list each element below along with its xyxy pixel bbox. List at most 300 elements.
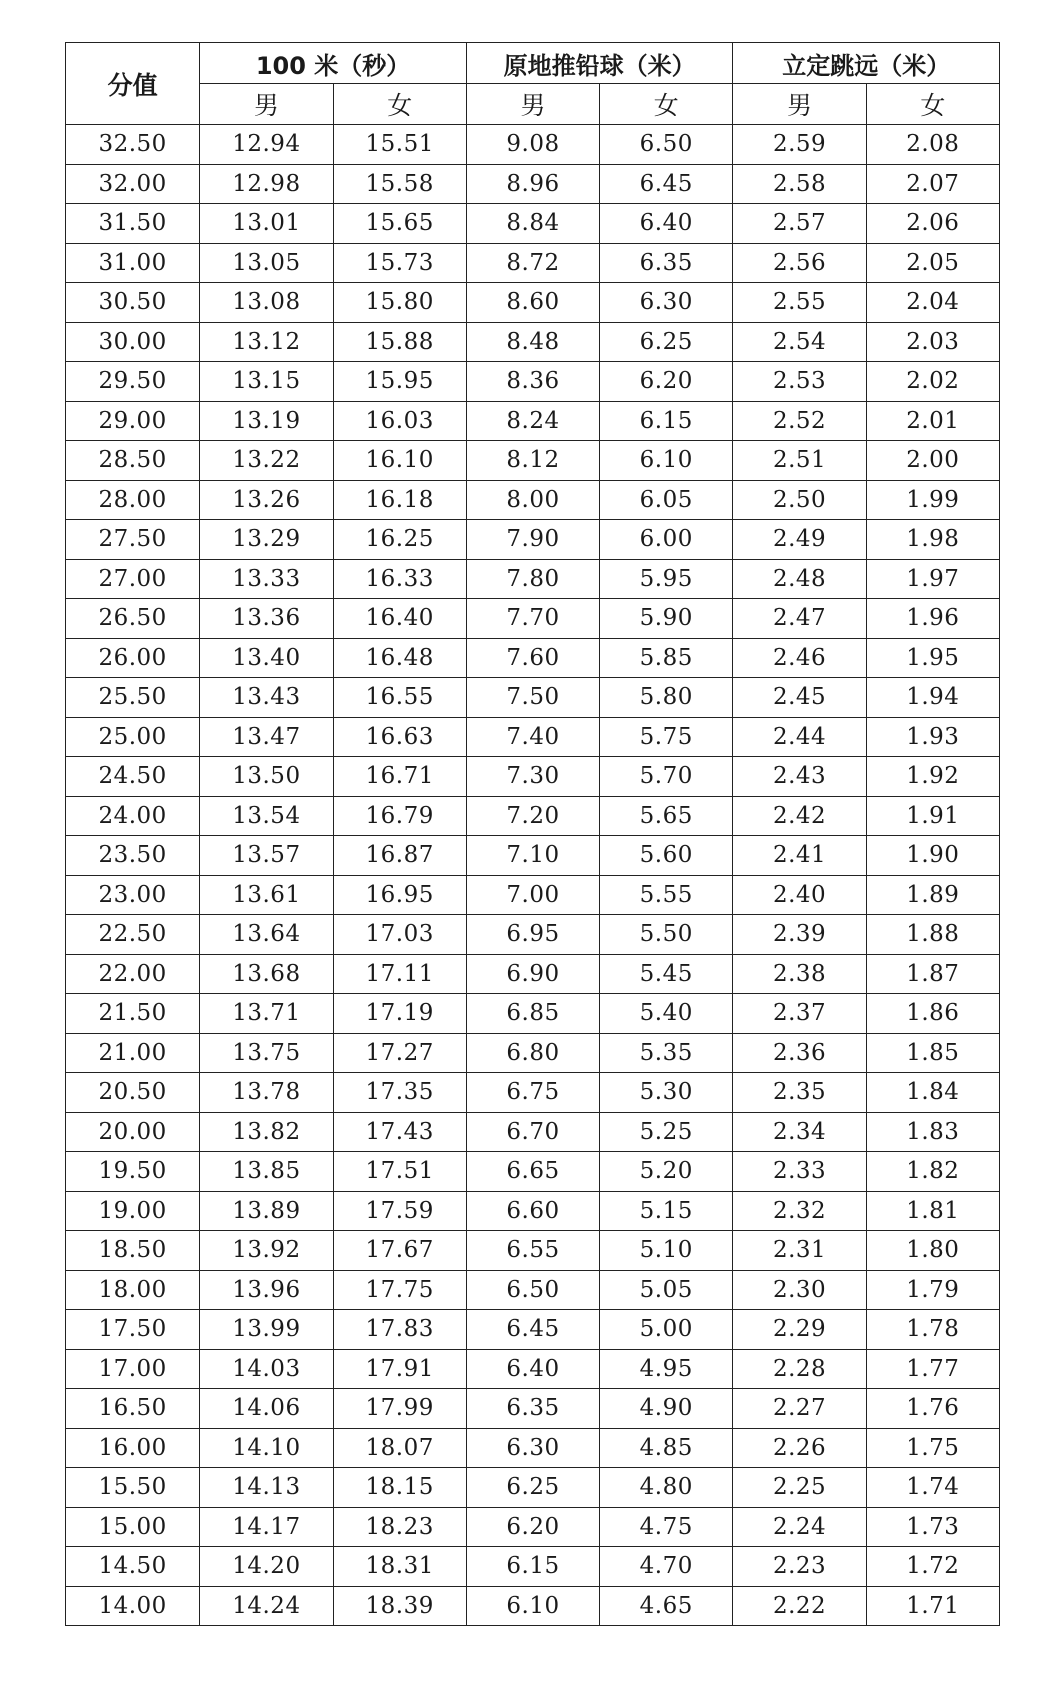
100m-male-cell: 13.57 <box>200 836 333 876</box>
long-jump-male-cell: 2.41 <box>733 836 866 876</box>
100m-male-cell: 13.96 <box>200 1270 333 1310</box>
long-jump-male-cell: 2.40 <box>733 875 866 915</box>
shot-put-female-header: 女 <box>600 84 733 125</box>
shot-put-male-cell: 7.40 <box>466 717 599 757</box>
long-jump-female-cell: 1.84 <box>866 1073 999 1113</box>
shot-put-female-cell: 4.70 <box>600 1547 733 1587</box>
shot-put-female-cell: 5.20 <box>600 1152 733 1192</box>
100m-male-cell: 13.61 <box>200 875 333 915</box>
100m-female-cell: 18.31 <box>333 1547 466 1587</box>
shot-put-female-cell: 6.05 <box>600 480 733 520</box>
100m-female-cell: 16.48 <box>333 638 466 678</box>
score-cell: 26.00 <box>66 638 200 678</box>
shot-put-female-cell: 4.80 <box>600 1468 733 1508</box>
100m-female-cell: 15.73 <box>333 243 466 283</box>
shot-put-male-cell: 7.60 <box>466 638 599 678</box>
long-jump-female-cell: 2.04 <box>866 283 999 323</box>
100m-female-cell: 17.19 <box>333 994 466 1034</box>
table-row <box>66 362 1000 402</box>
shot-put-male-cell: 8.36 <box>466 362 599 402</box>
table-row <box>66 875 1000 915</box>
long-jump-male-cell: 2.56 <box>733 243 866 283</box>
table-row <box>66 994 1000 1034</box>
shot-put-male-cell: 6.80 <box>466 1033 599 1073</box>
score-cell: 19.00 <box>66 1191 200 1231</box>
shot-put-female-cell: 5.35 <box>600 1033 733 1073</box>
100m-female-cell: 17.27 <box>333 1033 466 1073</box>
score-cell: 31.50 <box>66 204 200 244</box>
long-jump-male-cell: 2.32 <box>733 1191 866 1231</box>
long-jump-male-cell: 2.35 <box>733 1073 866 1113</box>
long-jump-male-cell: 2.55 <box>733 283 866 323</box>
shot-put-male-cell: 9.08 <box>466 125 599 165</box>
long-jump-male-cell: 2.23 <box>733 1547 866 1587</box>
100m-female-cell: 15.58 <box>333 164 466 204</box>
score-cell: 14.50 <box>66 1547 200 1587</box>
long-jump-male-cell: 2.39 <box>733 915 866 955</box>
shot-put-male-cell: 6.70 <box>466 1112 599 1152</box>
long-jump-female-cell: 1.99 <box>866 480 999 520</box>
shot-put-male-cell: 6.40 <box>466 1349 599 1389</box>
long-jump-male-cell: 2.34 <box>733 1112 866 1152</box>
table-row <box>66 1586 1000 1626</box>
shot-put-male-cell: 8.96 <box>466 164 599 204</box>
100m-male-cell: 13.33 <box>200 559 333 599</box>
long-jump-male-cell: 2.57 <box>733 204 866 244</box>
long-jump-male-cell: 2.30 <box>733 1270 866 1310</box>
100m-male-cell: 13.05 <box>200 243 333 283</box>
100m-male-cell: 13.43 <box>200 678 333 718</box>
100m-male-cell: 13.82 <box>200 1112 333 1152</box>
shot-put-female-cell: 5.10 <box>600 1231 733 1271</box>
shot-put-male-cell: 6.75 <box>466 1073 599 1113</box>
score-cell: 29.00 <box>66 401 200 441</box>
long-jump-female-cell: 1.79 <box>866 1270 999 1310</box>
long-jump-male-cell: 2.43 <box>733 757 866 797</box>
100m-male-cell: 13.40 <box>200 638 333 678</box>
score-cell: 16.00 <box>66 1428 200 1468</box>
shot-put-male-cell: 7.30 <box>466 757 599 797</box>
score-cell: 20.50 <box>66 1073 200 1113</box>
score-cell: 25.00 <box>66 717 200 757</box>
100m-male-cell: 13.54 <box>200 796 333 836</box>
table-row <box>66 678 1000 718</box>
100m-male-cell: 13.15 <box>200 362 333 402</box>
long-jump-female-header: 女 <box>866 84 999 125</box>
100m-female-cell: 15.88 <box>333 322 466 362</box>
long-jump-female-cell: 2.06 <box>866 204 999 244</box>
100m-male-cell: 13.89 <box>200 1191 333 1231</box>
table-row <box>66 599 1000 639</box>
table-row <box>66 283 1000 323</box>
shot-put-female-cell: 5.95 <box>600 559 733 599</box>
shot-put-female-cell: 5.75 <box>600 717 733 757</box>
long-jump-male-cell: 2.24 <box>733 1507 866 1547</box>
shot-put-male-cell: 7.70 <box>466 599 599 639</box>
score-cell: 22.00 <box>66 954 200 994</box>
long-jump-female-cell: 1.88 <box>866 915 999 955</box>
table-row <box>66 796 1000 836</box>
long-jump-male-cell: 2.59 <box>733 125 866 165</box>
100m-female-cell: 16.03 <box>333 401 466 441</box>
long-jump-male-cell: 2.48 <box>733 559 866 599</box>
score-cell: 14.00 <box>66 1586 200 1626</box>
long-jump-female-cell: 1.90 <box>866 836 999 876</box>
table-row <box>66 1507 1000 1547</box>
100m-male-cell: 13.47 <box>200 717 333 757</box>
long-jump-female-cell: 2.01 <box>866 401 999 441</box>
table-header <box>66 43 1000 125</box>
long-jump-female-cell: 2.03 <box>866 322 999 362</box>
100m-male-cell: 13.22 <box>200 441 333 481</box>
score-cell: 26.50 <box>66 599 200 639</box>
long-jump-female-cell: 1.98 <box>866 520 999 560</box>
long-jump-female-cell: 2.00 <box>866 441 999 481</box>
100m-female-cell: 16.18 <box>333 480 466 520</box>
long-jump-male-cell: 2.27 <box>733 1389 866 1429</box>
score-cell: 28.50 <box>66 441 200 481</box>
shot-put-male-cell: 6.55 <box>466 1231 599 1271</box>
long-jump-female-cell: 1.87 <box>866 954 999 994</box>
100m-male-cell: 14.10 <box>200 1428 333 1468</box>
long-jump-male-cell: 2.28 <box>733 1349 866 1389</box>
score-cell: 17.50 <box>66 1310 200 1350</box>
100m-male-cell: 14.17 <box>200 1507 333 1547</box>
100m-male-cell: 13.75 <box>200 1033 333 1073</box>
100m-female-cell: 16.25 <box>333 520 466 560</box>
table-row <box>66 757 1000 797</box>
100m-female-cell: 17.59 <box>333 1191 466 1231</box>
shot-put-male-cell: 6.20 <box>466 1507 599 1547</box>
score-cell: 18.50 <box>66 1231 200 1271</box>
100m-male-cell: 13.19 <box>200 401 333 441</box>
100m-female-cell: 15.65 <box>333 204 466 244</box>
score-cell: 29.50 <box>66 362 200 402</box>
shot-put-female-cell: 5.70 <box>600 757 733 797</box>
score-cell: 30.50 <box>66 283 200 323</box>
group-header-shot-put: 原地推铅球（米） <box>466 43 733 84</box>
score-cell: 23.00 <box>66 875 200 915</box>
long-jump-male-cell: 2.44 <box>733 717 866 757</box>
100m-male-cell: 12.94 <box>200 125 333 165</box>
100m-male-cell: 13.64 <box>200 915 333 955</box>
100m-female-cell: 16.79 <box>333 796 466 836</box>
shot-put-female-cell: 6.45 <box>600 164 733 204</box>
shot-put-female-cell: 5.90 <box>600 599 733 639</box>
shot-put-male-cell: 6.25 <box>466 1468 599 1508</box>
long-jump-male-cell: 2.50 <box>733 480 866 520</box>
100m-male-cell: 13.01 <box>200 204 333 244</box>
100m-female-cell: 16.71 <box>333 757 466 797</box>
shot-put-female-cell: 5.60 <box>600 836 733 876</box>
shot-put-male-cell: 8.24 <box>466 401 599 441</box>
group-header-100m: 100 米（秒） <box>200 43 467 84</box>
long-jump-male-cell: 2.25 <box>733 1468 866 1508</box>
shot-put-female-cell: 5.50 <box>600 915 733 955</box>
long-jump-female-cell: 2.02 <box>866 362 999 402</box>
shot-put-male-cell: 6.65 <box>466 1152 599 1192</box>
long-jump-female-cell: 1.95 <box>866 638 999 678</box>
shot-put-female-cell: 5.25 <box>600 1112 733 1152</box>
100m-male-header: 男 <box>200 84 333 125</box>
score-cell: 22.50 <box>66 915 200 955</box>
shot-put-male-cell: 7.80 <box>466 559 599 599</box>
100m-male-cell: 13.29 <box>200 520 333 560</box>
100m-male-cell: 14.20 <box>200 1547 333 1587</box>
100m-female-cell: 16.63 <box>333 717 466 757</box>
long-jump-male-cell: 2.51 <box>733 441 866 481</box>
100m-female-cell: 18.23 <box>333 1507 466 1547</box>
table-row <box>66 243 1000 283</box>
long-jump-female-cell: 1.97 <box>866 559 999 599</box>
100m-female-cell: 17.35 <box>333 1073 466 1113</box>
table-row <box>66 836 1000 876</box>
shot-put-male-cell: 7.50 <box>466 678 599 718</box>
long-jump-female-cell: 1.73 <box>866 1507 999 1547</box>
score-cell: 18.00 <box>66 1270 200 1310</box>
table-row <box>66 638 1000 678</box>
long-jump-female-cell: 1.96 <box>866 599 999 639</box>
100m-male-cell: 13.71 <box>200 994 333 1034</box>
shot-put-female-cell: 4.95 <box>600 1349 733 1389</box>
shot-put-female-cell: 6.25 <box>600 322 733 362</box>
score-cell: 21.50 <box>66 994 200 1034</box>
table-row <box>66 164 1000 204</box>
long-jump-female-cell: 2.08 <box>866 125 999 165</box>
long-jump-female-cell: 1.82 <box>866 1152 999 1192</box>
long-jump-male-cell: 2.47 <box>733 599 866 639</box>
100m-male-cell: 13.78 <box>200 1073 333 1113</box>
long-jump-female-cell: 1.75 <box>866 1428 999 1468</box>
score-cell: 25.50 <box>66 678 200 718</box>
100m-female-cell: 17.03 <box>333 915 466 955</box>
100m-female-cell: 18.15 <box>333 1468 466 1508</box>
100m-female-cell: 17.67 <box>333 1231 466 1271</box>
100m-male-cell: 13.36 <box>200 599 333 639</box>
100m-male-cell: 14.06 <box>200 1389 333 1429</box>
long-jump-female-cell: 1.94 <box>866 678 999 718</box>
shot-put-female-cell: 5.55 <box>600 875 733 915</box>
long-jump-female-cell: 1.78 <box>866 1310 999 1350</box>
100m-female-cell: 17.43 <box>333 1112 466 1152</box>
table-row <box>66 1428 1000 1468</box>
score-cell: 21.00 <box>66 1033 200 1073</box>
table-row <box>66 1349 1000 1389</box>
score-cell: 28.00 <box>66 480 200 520</box>
long-jump-male-cell: 2.33 <box>733 1152 866 1192</box>
long-jump-female-cell: 1.89 <box>866 875 999 915</box>
100m-female-cell: 15.80 <box>333 283 466 323</box>
shot-put-female-cell: 5.85 <box>600 638 733 678</box>
100m-male-cell: 12.98 <box>200 164 333 204</box>
100m-female-cell: 17.99 <box>333 1389 466 1429</box>
table-row <box>66 1389 1000 1429</box>
shot-put-male-cell: 6.50 <box>466 1270 599 1310</box>
table-row <box>66 1073 1000 1113</box>
long-jump-male-cell: 2.53 <box>733 362 866 402</box>
shot-put-male-cell: 6.95 <box>466 915 599 955</box>
100m-male-cell: 13.68 <box>200 954 333 994</box>
long-jump-female-cell: 1.76 <box>866 1389 999 1429</box>
table-row <box>66 204 1000 244</box>
shot-put-male-cell: 8.72 <box>466 243 599 283</box>
long-jump-male-cell: 2.49 <box>733 520 866 560</box>
shot-put-male-cell: 7.00 <box>466 875 599 915</box>
score-cell: 23.50 <box>66 836 200 876</box>
100m-female-header: 女 <box>333 84 466 125</box>
shot-put-female-cell: 5.40 <box>600 994 733 1034</box>
table-row <box>66 441 1000 481</box>
long-jump-male-cell: 2.31 <box>733 1231 866 1271</box>
table-row <box>66 1191 1000 1231</box>
long-jump-female-cell: 2.05 <box>866 243 999 283</box>
long-jump-male-header: 男 <box>733 84 866 125</box>
100m-female-cell: 17.83 <box>333 1310 466 1350</box>
table-row <box>66 401 1000 441</box>
score-cell: 16.50 <box>66 1389 200 1429</box>
long-jump-male-cell: 2.45 <box>733 678 866 718</box>
100m-male-cell: 13.92 <box>200 1231 333 1271</box>
document-page <box>65 42 1000 1626</box>
shot-put-male-cell: 6.10 <box>466 1586 599 1626</box>
shot-put-female-cell: 6.00 <box>600 520 733 560</box>
table-row <box>66 1033 1000 1073</box>
shot-put-male-cell: 7.10 <box>466 836 599 876</box>
table-row <box>66 322 1000 362</box>
long-jump-female-cell: 1.92 <box>866 757 999 797</box>
100m-male-cell: 13.50 <box>200 757 333 797</box>
100m-female-cell: 17.75 <box>333 1270 466 1310</box>
shot-put-female-cell: 4.90 <box>600 1389 733 1429</box>
header-row-groups <box>66 43 1000 84</box>
shot-put-male-cell: 6.85 <box>466 994 599 1034</box>
score-column-header: 分值 <box>66 43 200 125</box>
table-body <box>66 125 1000 1626</box>
long-jump-male-cell: 2.38 <box>733 954 866 994</box>
long-jump-male-cell: 2.37 <box>733 994 866 1034</box>
score-cell: 19.50 <box>66 1152 200 1192</box>
long-jump-female-cell: 1.72 <box>866 1547 999 1587</box>
100m-female-cell: 17.11 <box>333 954 466 994</box>
table-row <box>66 1112 1000 1152</box>
100m-male-cell: 13.26 <box>200 480 333 520</box>
table-row <box>66 717 1000 757</box>
long-jump-female-cell: 1.77 <box>866 1349 999 1389</box>
table-row <box>66 125 1000 165</box>
100m-female-cell: 16.87 <box>333 836 466 876</box>
score-cell: 32.00 <box>66 164 200 204</box>
score-cell: 20.00 <box>66 1112 200 1152</box>
table-row <box>66 1310 1000 1350</box>
shot-put-male-cell: 6.35 <box>466 1389 599 1429</box>
header-row-gender <box>66 84 1000 125</box>
score-cell: 27.50 <box>66 520 200 560</box>
shot-put-male-cell: 8.60 <box>466 283 599 323</box>
shot-put-female-cell: 6.15 <box>600 401 733 441</box>
long-jump-female-cell: 1.91 <box>866 796 999 836</box>
long-jump-female-cell: 1.93 <box>866 717 999 757</box>
100m-female-cell: 16.95 <box>333 875 466 915</box>
table-row <box>66 1468 1000 1508</box>
score-cell: 24.50 <box>66 757 200 797</box>
100m-male-cell: 13.99 <box>200 1310 333 1350</box>
shot-put-male-cell: 6.45 <box>466 1310 599 1350</box>
score-cell: 15.00 <box>66 1507 200 1547</box>
100m-female-cell: 16.55 <box>333 678 466 718</box>
100m-male-cell: 14.24 <box>200 1586 333 1626</box>
long-jump-male-cell: 2.52 <box>733 401 866 441</box>
100m-female-cell: 18.39 <box>333 1586 466 1626</box>
shot-put-female-cell: 4.75 <box>600 1507 733 1547</box>
100m-female-cell: 16.10 <box>333 441 466 481</box>
100m-male-cell: 13.08 <box>200 283 333 323</box>
shot-put-female-cell: 5.05 <box>600 1270 733 1310</box>
shot-put-male-cell: 6.15 <box>466 1547 599 1587</box>
score-cell: 27.00 <box>66 559 200 599</box>
shot-put-female-cell: 4.85 <box>600 1428 733 1468</box>
shot-put-female-cell: 4.65 <box>600 1586 733 1626</box>
long-jump-male-cell: 2.58 <box>733 164 866 204</box>
table-row <box>66 915 1000 955</box>
long-jump-female-cell: 1.71 <box>866 1586 999 1626</box>
table-row <box>66 559 1000 599</box>
group-header-standing-long-jump: 立定跳远（米） <box>733 43 1000 84</box>
long-jump-male-cell: 2.29 <box>733 1310 866 1350</box>
100m-female-cell: 16.40 <box>333 599 466 639</box>
100m-female-cell: 15.95 <box>333 362 466 402</box>
table-row <box>66 1270 1000 1310</box>
table-row <box>66 1547 1000 1587</box>
table-row <box>66 1152 1000 1192</box>
shot-put-male-header: 男 <box>466 84 599 125</box>
long-jump-female-cell: 1.83 <box>866 1112 999 1152</box>
long-jump-male-cell: 2.26 <box>733 1428 866 1468</box>
shot-put-female-cell: 5.15 <box>600 1191 733 1231</box>
100m-female-cell: 18.07 <box>333 1428 466 1468</box>
table-row <box>66 480 1000 520</box>
shot-put-male-cell: 8.12 <box>466 441 599 481</box>
100m-female-cell: 16.33 <box>333 559 466 599</box>
100m-male-cell: 14.13 <box>200 1468 333 1508</box>
shot-put-male-cell: 6.30 <box>466 1428 599 1468</box>
table-row <box>66 520 1000 560</box>
score-table <box>65 42 1000 1626</box>
shot-put-female-cell: 5.80 <box>600 678 733 718</box>
score-cell: 30.00 <box>66 322 200 362</box>
long-jump-female-cell: 1.86 <box>866 994 999 1034</box>
score-cell: 15.50 <box>66 1468 200 1508</box>
table-row <box>66 1231 1000 1271</box>
shot-put-female-cell: 5.00 <box>600 1310 733 1350</box>
shot-put-female-cell: 6.20 <box>600 362 733 402</box>
long-jump-male-cell: 2.22 <box>733 1586 866 1626</box>
score-cell: 31.00 <box>66 243 200 283</box>
long-jump-female-cell: 1.80 <box>866 1231 999 1271</box>
100m-male-cell: 13.12 <box>200 322 333 362</box>
long-jump-female-cell: 2.07 <box>866 164 999 204</box>
long-jump-male-cell: 2.42 <box>733 796 866 836</box>
shot-put-female-cell: 5.30 <box>600 1073 733 1113</box>
100m-male-cell: 14.03 <box>200 1349 333 1389</box>
shot-put-male-cell: 6.60 <box>466 1191 599 1231</box>
long-jump-male-cell: 2.36 <box>733 1033 866 1073</box>
score-cell: 24.00 <box>66 796 200 836</box>
table-row <box>66 954 1000 994</box>
100m-female-cell: 15.51 <box>333 125 466 165</box>
shot-put-female-cell: 5.45 <box>600 954 733 994</box>
shot-put-male-cell: 8.00 <box>466 480 599 520</box>
long-jump-male-cell: 2.46 <box>733 638 866 678</box>
